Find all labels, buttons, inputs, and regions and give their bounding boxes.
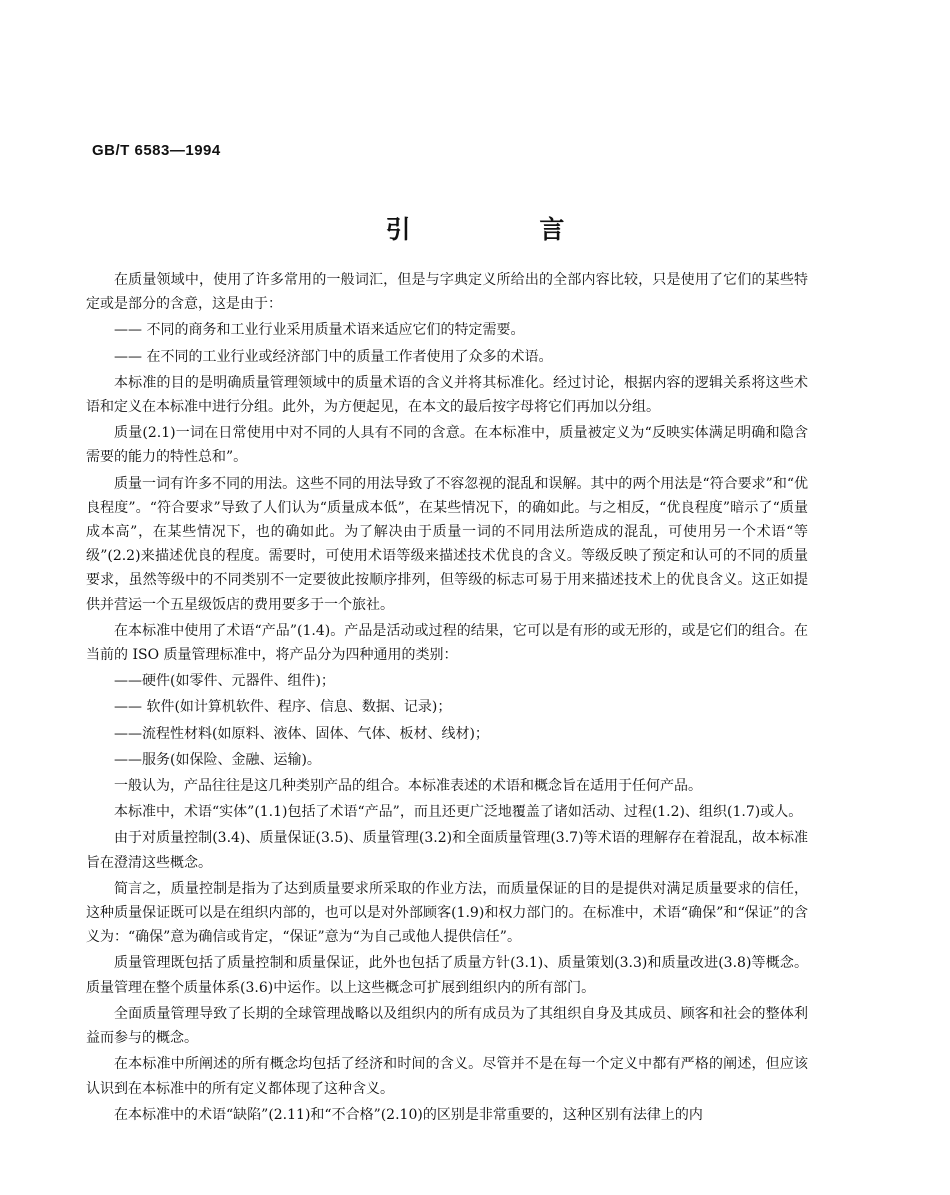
paragraph: 本标准的目的是明确质量管理领域中的质量术语的含义并将其标准化。经过讨论，根据内容的逻辑关系将这些术语和定义在本标准中进行分组。此外，为方便起见，在本文的最后按字母将它们再加以分组。 <box>86 374 808 416</box>
paragraph: 质量管理既包括了质量控制和质量保证，此外也包括了质量方针(3.1)、质量策划(3.3)和质量改进(3.8)等概念。质量管理在整个质量体系(3.6)中运作。以上这些概念可扩展到组织内的所有部门。 <box>86 955 808 996</box>
paragraph: 在本标准中使用了术语“产品”(1.4)。产品是活动或过程的结果，它可以是有形的或无形的，或是它们的组合。在当前的 ISO 质量管理标准中，将产品分为四种通用的类别： <box>86 622 808 664</box>
paragraph: 全面质量管理导致了长期的全球管理战略以及组织内的所有成员为了其组织自身及其成员、顾客和社会的整体利益而参与的概念。 <box>86 1005 808 1047</box>
paragraph: 在本标准中所阐述的所有概念均包括了经济和时间的含义。尽管并不是在每一个定义中都有严格的阐述，但应该认识到在本标准中的所有定义都体现了这种含义。 <box>86 1056 808 1097</box>
paragraph: 质量(2.1)一词在日常使用中对不同的人具有不同的含意。在本标准中，质量被定义为“反映实体满足明确和隐含需要的能力的特性总和”。 <box>86 425 808 466</box>
standard-code: GB/T 6583—1994 <box>92 142 221 159</box>
list-item: —— 不同的商务和工业行业采用质量术语来适应它们的特定需要。 <box>114 322 525 339</box>
list-item: ——流程性材料(如原料、液体、固体、气体、板材、线材)； <box>114 725 489 742</box>
paragraph: 一般认为，产品往往是这几种类别产品的组合。本标准表述的术语和概念旨在适用于任何产品。 <box>114 778 702 795</box>
page-title: 引 言 <box>385 215 625 244</box>
paragraph: 在质量领域中，使用了许多常用的一般词汇，但是与字典定义所给出的全部内容比较，只是使用了它们的某些特定或是部分的含意，这是由于： <box>86 272 808 313</box>
document-body <box>86 268 808 1129</box>
list-item: —— 在不同的工业行业或经济部门中的质量工作者使用了众多的术语。 <box>114 348 553 365</box>
paragraph: 由于对质量控制(3.4)、质量保证(3.5)、质量管理(3.2)和全面质量管理(3.7)等术语的理解存在着混乱，故本标准旨在澄清这些概念。 <box>86 830 808 871</box>
list-item: ——服务(如保险、金融、运输)。 <box>114 751 321 768</box>
paragraph: 简言之，质量控制是指为了达到质量要求所采取的作业方法，而质量保证的目的是提供对满足质量要求的信任，这种质量保证既可以是在组织内部的，也可以是对外部顾客(1.9)和权力部门的。在标准中，术语“确保”和“保证”的含义为：“确保”意为确信或肯定，“保证”意为“为自己或他人提供信任”。 <box>86 880 808 946</box>
paragraph: 本标准中，术语“实体”(1.1)包括了术语“产品”，而且还更广泛地覆盖了诸如活动、过程(1.2)、组织(1.7)或人。 <box>114 804 803 821</box>
list-item: ——硬件(如零件、元器件、组件)； <box>114 673 335 690</box>
paragraph: 在本标准中的术语“缺陷”(2.11)和“不合格”(2.10)的区别是非常重要的，这种区别有法律上的内 <box>114 1106 703 1123</box>
list-item: —— 软件(如计算机软件、程序、信息、数据、记录)； <box>114 699 452 716</box>
paragraph: 质量一词有许多不同的用法。这些不同的用法导致了不容忽视的混乱和误解。其中的两个用法是“符合要求”和“优良程度”。“符合要求”导致了人们认为“质量成本低”，在某些情况下，的确如此。与之相反，“优良程度”暗示了“质量成本高”，在某些情况下，也的确如此。为了解决由于质量一词的不同用法所造成的混乱，可使用另一个术语“等级”(2.2)来描述优良的程度。需要时，可使用术语等级来描述技术优良的含义。等级反映了预定和认可的不同的质量要求，虽然等级中的不同类别不一定要彼此按顺序排列，但等级的标志可易于用来描述技术上的优良含义。这正如提供并营运一个五星级饭店的费用要多于一个旅社。 <box>86 475 808 613</box>
